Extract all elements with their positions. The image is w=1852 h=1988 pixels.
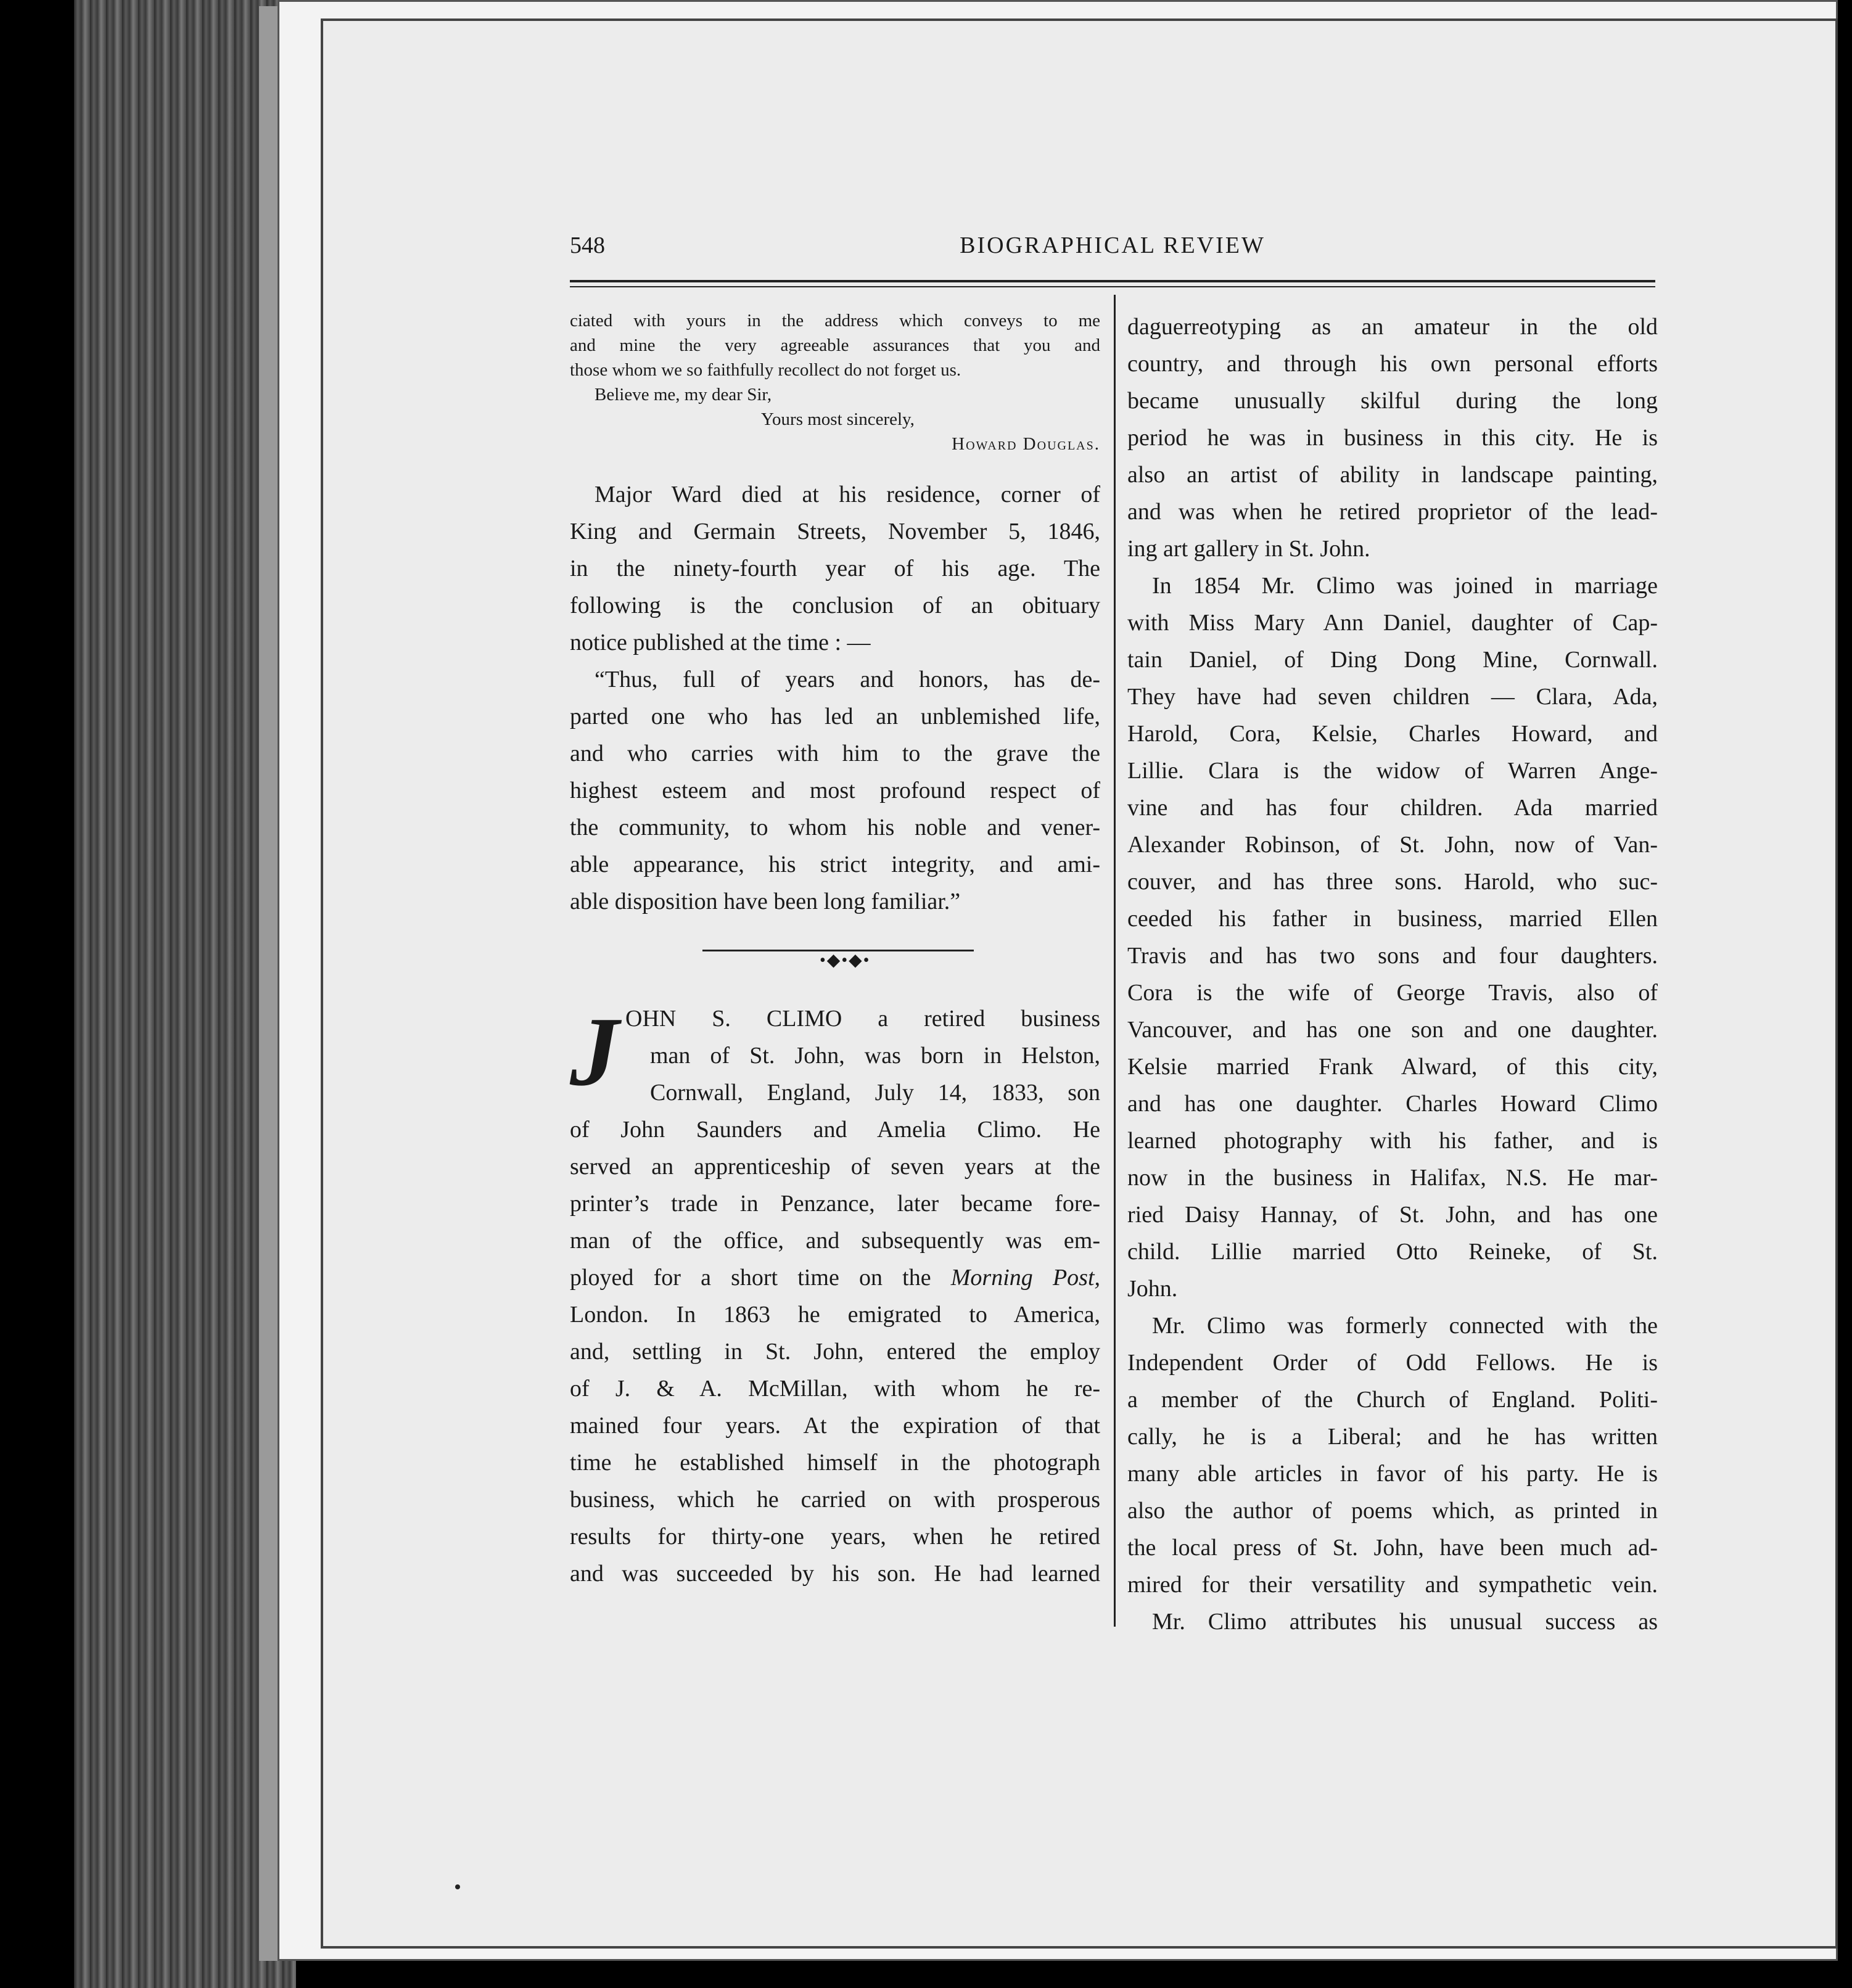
text-line: business, which he carried on with prosperous [570, 1487, 1100, 1513]
text-line: became unusually skilful during the long [1127, 388, 1658, 414]
text-line: ried Daisy Hannay, of St. John, and has one [1127, 1202, 1658, 1228]
text-line: and was when he retired proprietor of the lead- [1127, 499, 1658, 525]
paragraph [1127, 308, 1658, 567]
text-line: also the author of poems which, as printed in [1127, 1498, 1658, 1524]
text-line: ing art gallery in St. John. [1127, 536, 1370, 562]
text-line: notice published at the time : — [570, 630, 871, 655]
paragraph [1127, 567, 1658, 1307]
text-line: Travis and has two sons and four daughters. [1127, 943, 1658, 969]
page-header [570, 232, 1655, 269]
text-line: Mr. Climo was formerly connected with the [1152, 1313, 1658, 1339]
drop-cap-letter: J [570, 996, 619, 1106]
text-line: “Thus, full of years and honors, has de- [595, 667, 1100, 692]
letter-salutation: Believe me, my dear Sir, [595, 385, 772, 405]
text-line: highest esteem and most profound respect of [570, 778, 1100, 803]
newspaper-title: Morning Post, [950, 1265, 1100, 1291]
text-line: learned photography with his father, and is [1127, 1128, 1658, 1154]
text-line: also an artist of ability in landscape painting, [1127, 462, 1658, 488]
column-divider [1114, 295, 1116, 1627]
text-line: mired for their versatility and sympathetic vein. [1127, 1572, 1658, 1598]
text-span: ployed for a short time on the [570, 1265, 931, 1291]
ornament-glyph: •◆•◆• [820, 951, 871, 970]
paragraph [1127, 1603, 1658, 1640]
text-line: Cornwall, England, July 14, 1833, son [650, 1080, 1100, 1106]
text-line: country, and through his own personal efforts [1127, 351, 1658, 377]
right-column [1127, 308, 1658, 1640]
text-line: time he established himself in the photograph [570, 1450, 1100, 1476]
text-line: King and Germain Streets, November 5, 1846, [570, 519, 1100, 544]
text-line: with Miss Mary Ann Daniel, daughter of Cap- [1127, 610, 1658, 636]
header-rule-top [570, 280, 1655, 282]
text-line: Cora is the wife of George Travis, also of [1127, 980, 1658, 1006]
text-line: Mr. Climo attributes his unusual success as [1152, 1609, 1658, 1635]
text-line: man of the office, and subsequently was em- [570, 1228, 1100, 1254]
text-line: parted one who has led an unblemished life, [570, 704, 1100, 729]
header-rule-bottom [570, 286, 1655, 287]
left-column [570, 308, 1100, 1592]
text-line: Major Ward died at his residence, corner of [595, 482, 1100, 507]
text-line: a member of the Church of England. Politi- [1127, 1387, 1658, 1413]
text-line: served an apprenticeship of seven years at the [570, 1154, 1100, 1180]
text-line: mained four years. At the expiration of that [570, 1413, 1100, 1439]
text-line: daguerreotyping as an amateur in the old [1127, 314, 1658, 340]
letter-line: ciated with yours in the address which conveys to me [570, 311, 1100, 331]
page-number: 548 [570, 232, 605, 258]
text-line: vine and has four children. Ada married [1127, 795, 1658, 821]
text-line: London. In 1863 he emigrated to America, [570, 1302, 1100, 1328]
text-line: of J. & A. McMillan, with whom he re- [570, 1376, 1100, 1402]
climo-biography [570, 996, 1100, 1592]
text-line: period he was in business in this city. He is [1127, 425, 1658, 451]
obituary-quote [570, 661, 1100, 920]
text-line: many able articles in favor of his party. He is [1127, 1461, 1658, 1487]
text-line: Kelsie married Frank Alward, of this city, [1127, 1054, 1658, 1080]
text-line: John. [1127, 1276, 1178, 1302]
section-ornament [570, 929, 1100, 972]
letter-line: those whom we so faithfully recollect do not forget us. [570, 360, 961, 380]
text-line: child. Lillie married Otto Reineke, of St. [1127, 1239, 1658, 1265]
text-line: Vancouver, and has one son and one daughter. [1127, 1017, 1658, 1043]
letter-excerpt [570, 308, 1100, 456]
paragraph [1127, 1307, 1658, 1603]
text-line-morning-post [570, 1259, 1100, 1296]
text-line: and was succeeded by his son. He had learned [570, 1561, 1100, 1587]
letter-signature: Howard Douglas. [952, 434, 1100, 454]
text-line: Harold, Cora, Kelsie, Charles Howard, and [1127, 721, 1658, 747]
text-line: of John Saunders and Amelia Climo. He [570, 1117, 1100, 1143]
scan-speck [455, 1884, 460, 1889]
text-line: now in the business in Halifax, N.S. He mar- [1127, 1165, 1658, 1191]
text-line: ceeded his father in business, married Ellen [1127, 906, 1658, 932]
text-line: and has one daughter. Charles Howard Climo [1127, 1091, 1658, 1117]
text-line: in the ninety-fourth year of his age. The [570, 556, 1100, 581]
text-line: Lillie. Clara is the widow of Warren Ange- [1127, 758, 1658, 784]
text-line: Independent Order of Odd Fellows. He is [1127, 1350, 1658, 1376]
text-line: In 1854 Mr. Climo was joined in marriage [1152, 573, 1658, 599]
text-line: tain Daniel, of Ding Dong Mine, Cornwall. [1127, 647, 1658, 673]
obituary-paragraph [570, 476, 1100, 661]
running-head: BIOGRAPHICAL REVIEW [960, 232, 1266, 258]
text-line: able appearance, his strict integrity, and ami- [570, 852, 1100, 877]
text-line: able disposition have been long familiar.” [570, 889, 961, 914]
text-line: couver, and has three sons. Harold, who suc- [1127, 869, 1658, 895]
text-line: printer’s trade in Penzance, later became fore- [570, 1191, 1100, 1217]
text-line: Alexander Robinson, of St. John, now of Van- [1127, 832, 1658, 858]
text-line: results for thirty-one years, when he retired [570, 1524, 1100, 1550]
text-line: the community, to whom his noble and vener- [570, 815, 1100, 840]
text-line: the local press of St. John, have been much ad- [1127, 1535, 1658, 1561]
letter-closing: Yours most sincerely, [761, 409, 915, 429]
text-line: and, settling in St. John, entered the employ [570, 1339, 1100, 1365]
text-line: and who carries with him to the grave the [570, 741, 1100, 766]
text-line: man of St. John, was born in Helston, [650, 1043, 1100, 1069]
letter-line: and mine the very agreeable assurances that you and [570, 335, 1100, 355]
text-line: following is the conclusion of an obituary [570, 593, 1100, 618]
text-line: They have had seven children — Clara, Ada, [1127, 684, 1658, 710]
text-line: OHN S. CLIMO a retired business [625, 1006, 1100, 1032]
text-line: cally, he is a Liberal; and he has written [1127, 1424, 1658, 1450]
